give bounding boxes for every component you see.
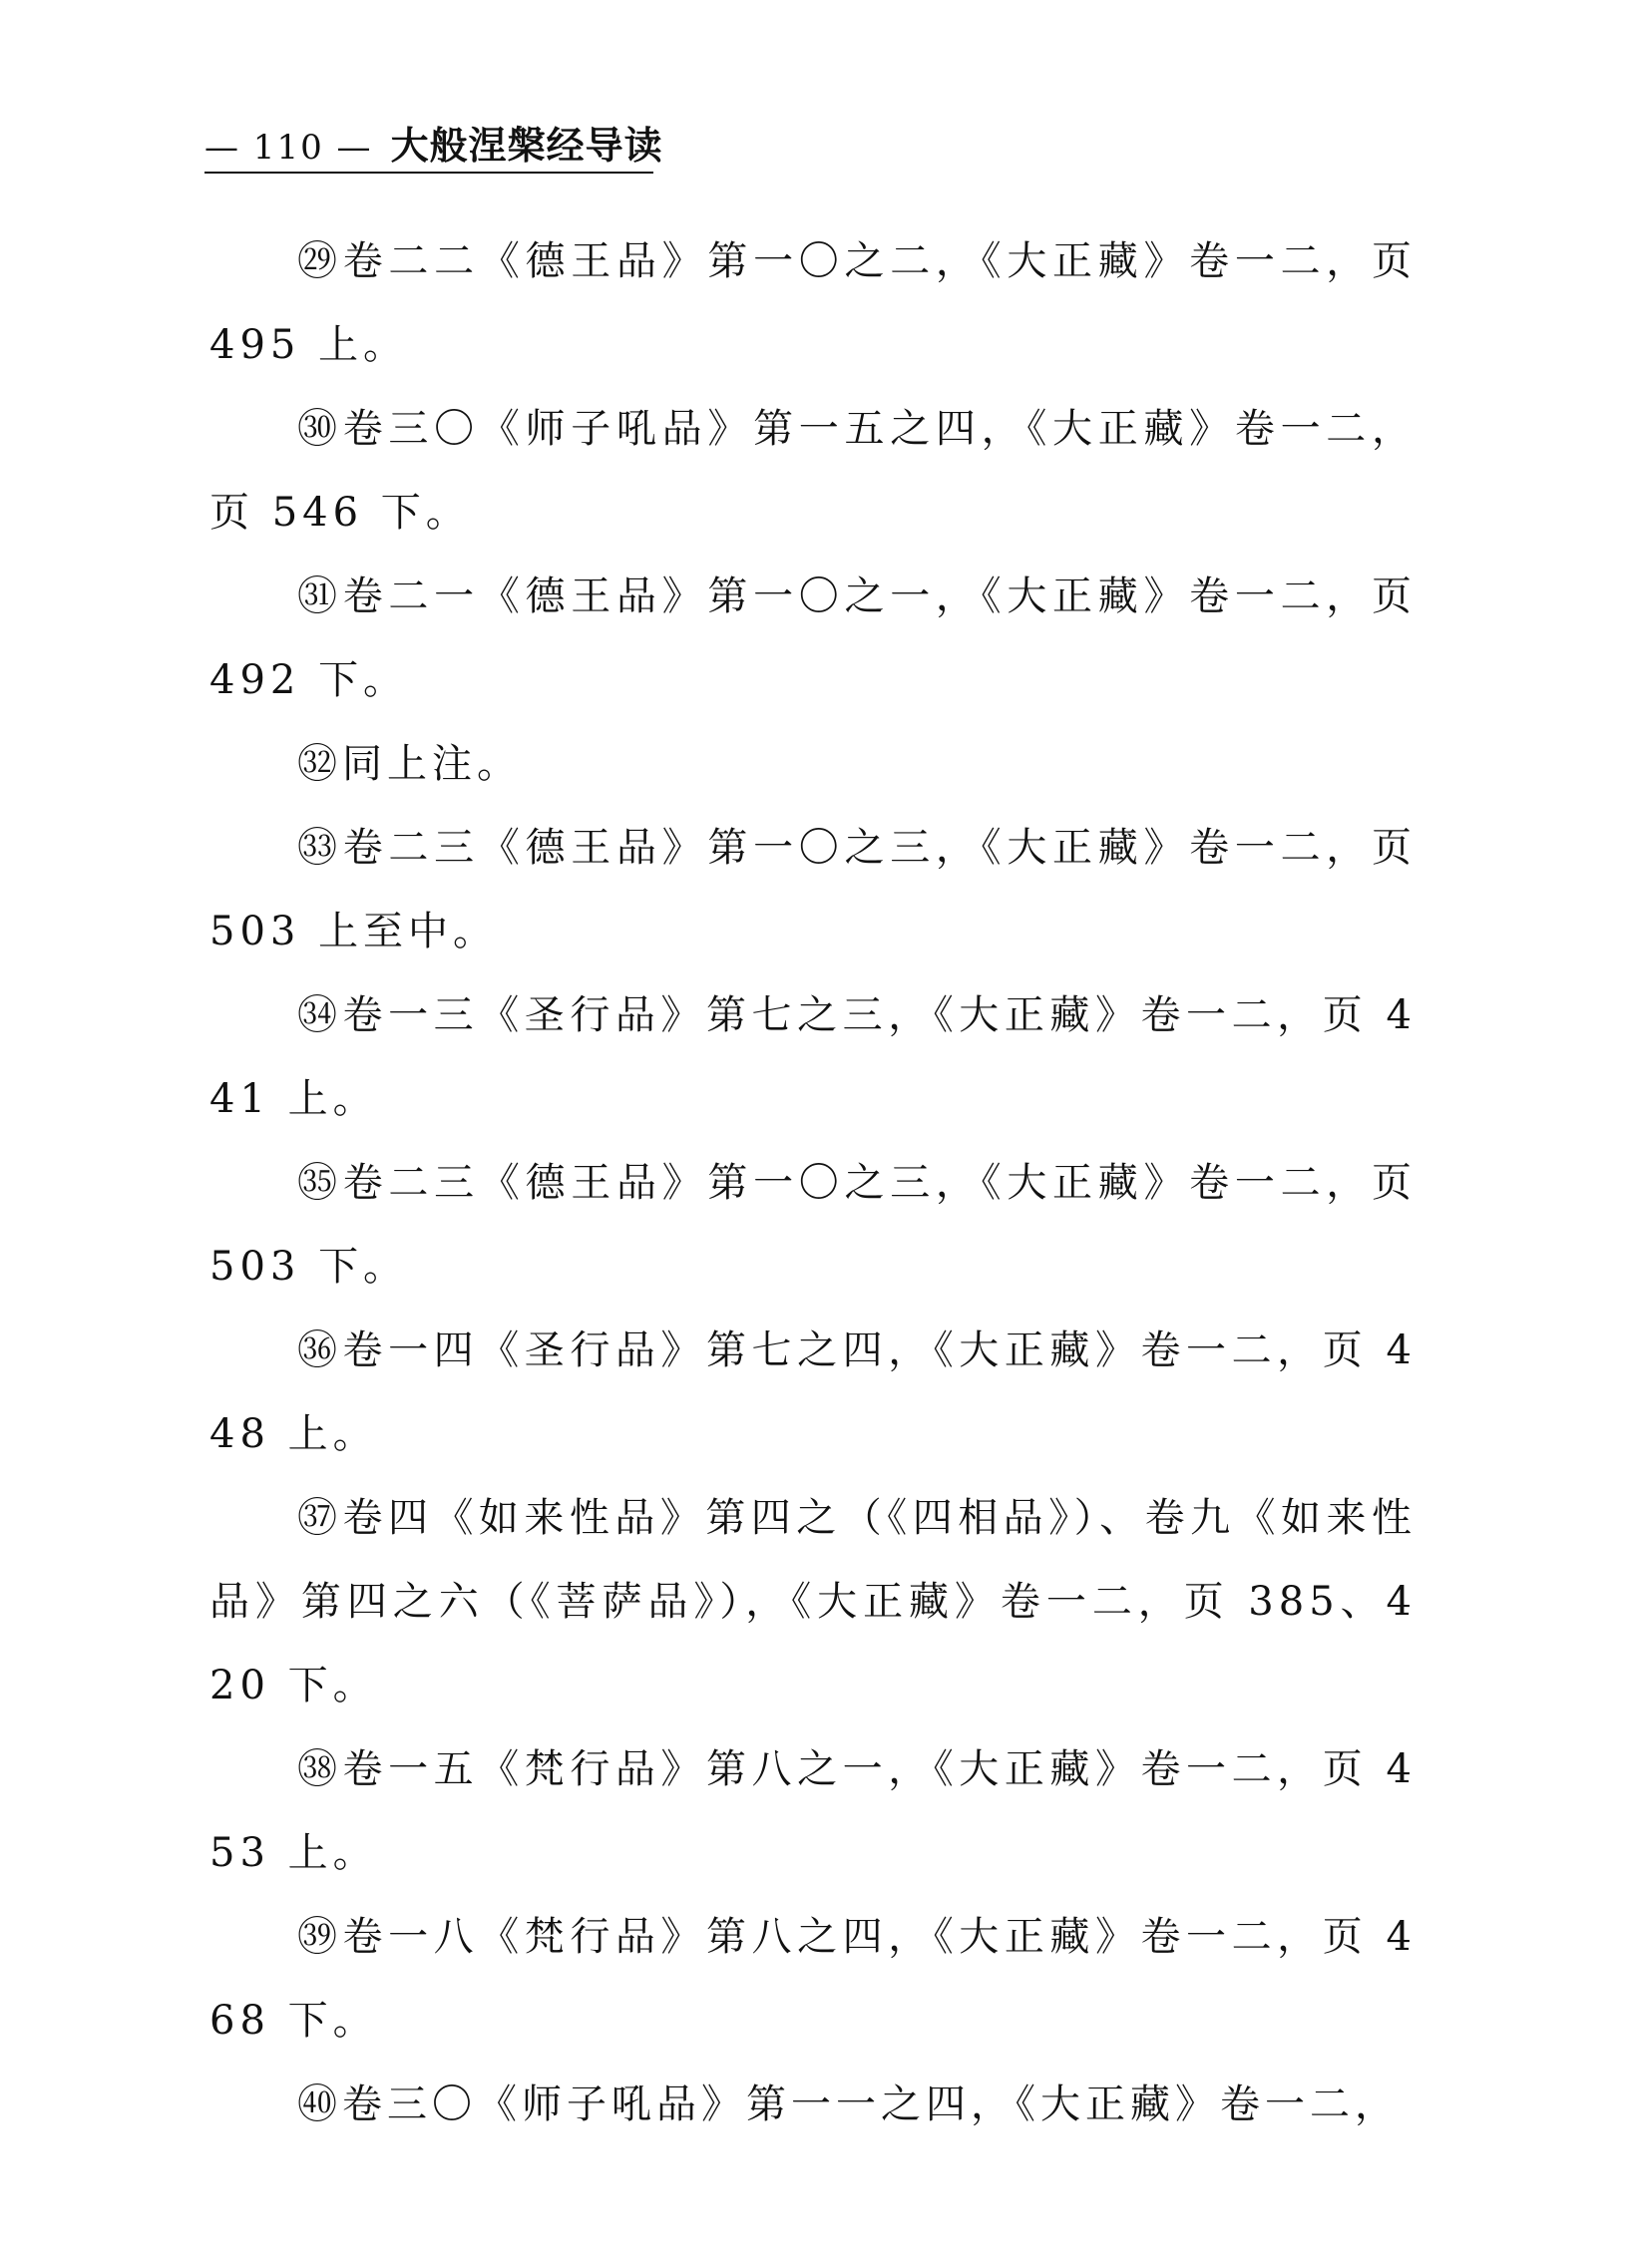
book-title: 大般涅槃经导读 [390,124,663,168]
endnote-37: ㊲卷四《如来性品》第四之（《四相品》）、卷九《如来性品》第四之六（《菩萨品》），《大正藏》卷一二，页 385、420 下。 [209,1495,1417,1708]
endnote-34: ㉞卷一三《圣行品》第七之三，《大正藏》卷一二，页 441 上。 [209,992,1417,1122]
endnote-33: ㉝卷二三《德王品》第一〇之三，《大正藏》卷一二，页 503 上至中。 [209,825,1417,954]
endnote-31: ㉛卷二一《德王品》第一〇之一，《大正藏》卷一二，页 492 下。 [209,573,1417,703]
endnote-39: ㊴卷一八《梵行品》第八之四，《大正藏》卷一二，页 468 下。 [209,1914,1417,2044]
endnote-40: ㊵卷三〇《师子吼品》第一一之四，《大正藏》卷一二， [297,2081,1400,2127]
page-number: — 110 — [204,128,373,168]
running-header [204,120,663,174]
endnote-35: ㉟卷二三《德王品》第一〇之三，《大正藏》卷一二，页 503 下。 [209,1160,1417,1290]
endnote-29: ㉙卷二二《德王品》第一〇之二，《大正藏》卷一二，页 495 上。 [209,238,1417,368]
endnote-30: ㉚卷三〇《师子吼品》第一五之四，《大正藏》卷一二，页 546 下。 [209,406,1417,536]
endnote-38: ㊳卷一五《梵行品》第八之一，《大正藏》卷一二，页 453 上。 [209,1746,1417,1876]
endnotes-list [209,219,1417,2146]
endnote-32: ㉜同上注。 [297,741,522,787]
endnote-36: ㊱卷一四《圣行品》第七之四，《大正藏》卷一二，页 448 上。 [209,1327,1417,1457]
